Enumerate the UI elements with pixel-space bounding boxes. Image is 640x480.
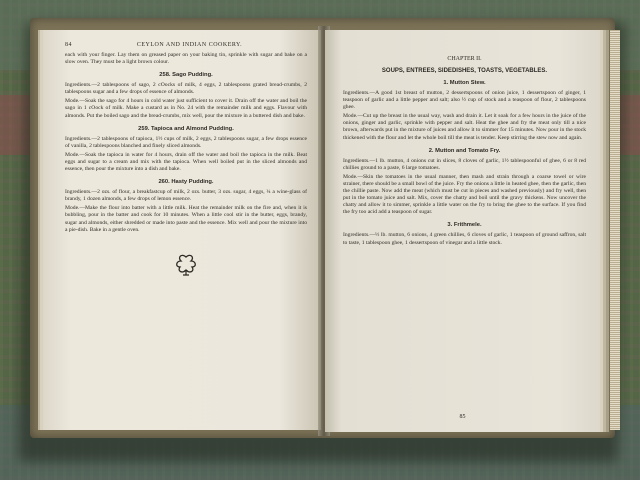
recipe-title: 260. Hasty Pudding. bbox=[158, 179, 214, 186]
recipe-ingredients: Ingredients.—1 lb. mutton, 4 onions cut in slices, 8 cloves of garlic, 1½ tablespoonful of ghee, 6 or 8 red chillies ground to a paste, 6 large tomatoes. bbox=[343, 157, 586, 171]
recipe-ingredients: Ingredients.—2 tablespoons of sago, 2 cOocks of milk, 4 eggs, 2 tablespoons grated bread-crumbs, 2 tablespoons sugar and a few drops of essence of almonds. bbox=[65, 82, 307, 96]
right-page bbox=[325, 30, 600, 432]
recipe-method: Mode.—Cut up the breast in the usual way, wash and drain it. Let it soak for a few hours in the juice of the onions, ginger and garlic, sprinkle with pepper and salt. Heat the ghee and fry the meat only till a nice brown, afterwards put in the mixture of juices and allow it to simmer for 15 minutes. Now pour in the stock thickened with the flour and let the whole boil till the meat is tender. Keep stirring the stew now and again. bbox=[343, 113, 586, 141]
left-page bbox=[43, 30, 321, 430]
recipe-ingredients: Ingredients.—2 tablespoons of tapioca, 1½ cups of milk, 2 eggs, 2 tablespoons sugar, a few drops essence of vanilla, 2 tablespoons blanched and finely sliced almonds. bbox=[65, 135, 307, 149]
left-page-header bbox=[65, 42, 307, 48]
left-page-number: 84 bbox=[65, 42, 72, 48]
recipe-ingredients: Ingredients.—2 ozs. of flour, a breakfastcup of milk, 2 ozs. butter, 3 ozs. sugar, 4 eggs, ¼ a wine-glass of brandy, 1 dozen almonds, a few drops of lemon essence. bbox=[65, 189, 307, 203]
recipe-2 bbox=[343, 148, 586, 217]
recipe-ingredients: Ingredients.—A good 1st breast of mutton, 2 dessertspoons of onion juice, 1 dessertspoon of ginger, 1 teaspoon of garlic and a little pepper and salt; also ½ cup of stock and a teaspoon of flour, 2 tablespoons ghee. bbox=[343, 90, 586, 111]
recipe-ingredients: Ingredients.—½ lb. mutton, 6 onions, 4 green chillies, 6 cloves of garlic, 1 teaspoon of ground saffron, salt to taste, 1 tablespoon ghee, 1 dessertspoon of vinegar and a little stock. bbox=[343, 232, 586, 246]
page-edges bbox=[610, 30, 620, 430]
recipe-method: Mode.—Make the flour into batter with a little milk. Heat the remainder milk on the fire and, when it is bubbling, pour in the batter and cook for 10 minutes. When a little cool stir in the butter, eggs, brandy, sugar and almonds, either shredded or made into paste and the essence. Mix well and pour the mixture into a pie-dish. Bake in a gentle oven. bbox=[65, 205, 307, 233]
recipe-method: Mode.—Soak the tapioca in water for 4 hours, drain off the water and boil the tapioca in the milk. Beat eggs and sugar to a cream and mix with the tapioca. When well boiled put in the sliced almonds and essence, then pour the mixture into a dish and bake. bbox=[65, 151, 307, 173]
recipe-title: 2. Mutton and Tomato Fry. bbox=[428, 147, 501, 154]
recipe-method: Mode.—Soak the sago for 4 hours in cold water just sufficient to cover it. Drain off the water and boil the sago in 1 cOock of milk. Make a custard as in No. 24 with the remainder milk and eggs. Flavour with almonds. Put the boiled sago and the bread-crumbs, mix well, pour the mixture in a buttered dish and bake. bbox=[65, 98, 307, 119]
recipe-title: 3. Frithmele. bbox=[447, 222, 482, 229]
chapter-heading: CHAPTER II. bbox=[447, 56, 482, 62]
recipe-method: Mode.—Skin the tomatoes in the usual manner, then mash and strain through a coarse towel or wire strainer, there should be a small bowl of the juice. Fry the onions a little in heated ghee, then the garlic, then the chillie paste. Now add the meat (which must be cut in pieces and washed previously) and fry well, then put in the tomato juice and salt. Mix, cover the chatty and boil until the gravy thickens. Now uncover the chatty and allow it to simmer, sprinkle a little water on the fry to bring the ghee to the surface. If you find the fry too acid add a teaspoon of sugar. bbox=[343, 173, 586, 216]
recipe-259 bbox=[65, 126, 307, 173]
recipe-title: 258. Sago Pudding. bbox=[159, 72, 213, 79]
left-running-head: CEYLON AND INDIAN COOKERY. bbox=[136, 42, 243, 48]
recipe-1 bbox=[343, 80, 586, 142]
recipe-3 bbox=[343, 222, 586, 246]
recipe-260 bbox=[65, 179, 307, 234]
recipe-title: 259. Tapioca and Almond Pudding. bbox=[138, 125, 234, 132]
recipe-258 bbox=[65, 72, 307, 119]
right-page-number: 85 bbox=[459, 414, 466, 420]
left-intro-text: each with your finger. Lay them on greased paper on your baking tin, sprinkle with sugar and bake on a slow oven. They must be a light brown colour. bbox=[65, 52, 307, 66]
fleuron-ornament-icon bbox=[173, 254, 199, 276]
recipe-title: 1. Mutton Stew. bbox=[443, 80, 486, 86]
chapter-title: SOUPS, ENTREES, SIDEDISHES, TOASTS, VEGETABLES. bbox=[381, 68, 548, 74]
